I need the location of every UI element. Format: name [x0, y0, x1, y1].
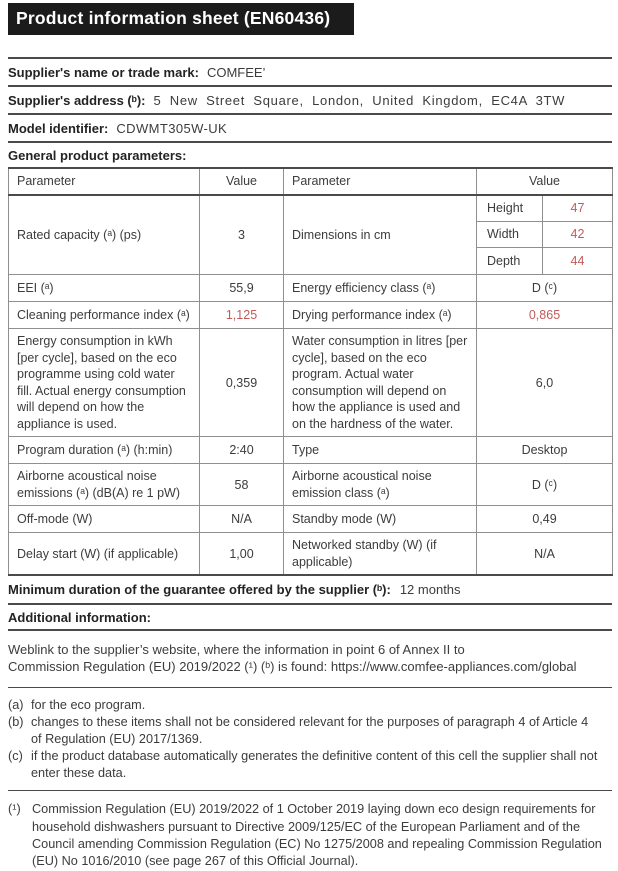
- table-header-row: [9, 168, 613, 195]
- program-duration-label: Program duration (ᵃ) (h:min): [9, 437, 200, 464]
- footnote-b: [8, 714, 612, 748]
- energy-consumption-value: 0,359: [200, 329, 284, 437]
- dimension-width-value: 42: [570, 227, 585, 242]
- supplier-address-row: [8, 87, 612, 115]
- dimensions-values: [477, 195, 613, 275]
- footnotes-section: [8, 688, 612, 791]
- regulation-footnote-marker: (¹): [8, 802, 21, 817]
- drying-performance-label: Drying performance index (ᵃ): [284, 302, 477, 329]
- supplier-name-row: [8, 59, 612, 87]
- model-identifier-label: Model identifier:: [8, 120, 109, 136]
- energy-efficiency-class-label: Energy efficiency class (ᵃ): [284, 275, 477, 302]
- table-row-offmode-standby: [9, 506, 613, 533]
- page-title: Product information sheet (EN60436): [8, 3, 354, 35]
- cleaning-performance-value: 1,125: [200, 302, 284, 329]
- table-row-duration-type: [9, 437, 613, 464]
- drying-performance-value: 0,865: [477, 302, 613, 329]
- standby-mode-value: 0,49: [477, 506, 613, 533]
- column-header-parameter-right: Parameter: [284, 168, 477, 195]
- water-consumption-label: Water consumption in litres [per cycle], based on the eco program. Actual water consumption will depend on how the appliance is used and on the hardness of the water.: [284, 329, 477, 437]
- dimension-depth-row: [477, 248, 612, 274]
- off-mode-label: Off-mode (W): [9, 506, 200, 533]
- energy-consumption-label: Energy consumption in kWh [per cycle], based on the eco programme using cold water fill. Actual energy consumption will depend on how the appliance is used.: [9, 329, 200, 437]
- dimension-height-row: [477, 196, 612, 222]
- standby-mode-label: Standby mode (W): [284, 506, 477, 533]
- table-row-eei-efficiency: [9, 275, 613, 302]
- table-row-consumption: [9, 329, 613, 437]
- delay-start-value: 1,00: [200, 533, 284, 576]
- column-header-value-right: Value: [477, 168, 613, 195]
- guarantee-label: Minimum duration of the guarantee offered by the supplier (ᵇ):: [8, 582, 391, 598]
- guarantee-value: 12 months: [399, 582, 461, 598]
- noise-emissions-value: 58: [200, 464, 284, 506]
- table-row-delay-networked: [9, 533, 613, 576]
- footnote-c-text: if the product database automatically generates the definitive content of this cell the supplier shall not enter these data.: [31, 748, 598, 780]
- rated-capacity-value: 3: [200, 195, 284, 275]
- footnote-c: [8, 748, 612, 782]
- dimension-depth-value: 44: [570, 253, 585, 268]
- dimension-height-label: Height: [477, 196, 543, 221]
- guarantee-row: [8, 576, 612, 605]
- regulation-footnote: [8, 791, 612, 870]
- footnote-b-marker: (b): [8, 715, 24, 730]
- dimension-depth-label: Depth: [477, 248, 543, 274]
- dimensions-label: Dimensions in cm: [284, 195, 477, 275]
- general-parameters-heading: General product parameters:: [8, 148, 187, 163]
- program-duration-value: 2:40: [200, 437, 284, 464]
- supplier-address-value: 5 New Street Square, London, United Kingdom, EC4A 3TW: [153, 92, 566, 108]
- cleaning-performance-label: Cleaning performance index (ᵃ): [9, 302, 200, 329]
- supplier-name-label: Supplier's name or trade mark:: [8, 64, 199, 80]
- weblink-paragraph: [8, 631, 612, 688]
- footnote-b-text: changes to these items shall not be considered relevant for the purposes of paragraph 4 of Article 4 of Regulation (EU) 2017/1369.: [31, 715, 589, 746]
- weblink-text-line2: Commission Regulation (EU) 2019/2022 (¹) (ᵇ) is found:: [8, 659, 328, 675]
- footnote-a: [8, 697, 612, 714]
- footnote-a-marker: (a): [8, 698, 24, 713]
- off-mode-value: N/A: [200, 506, 284, 533]
- general-parameters-table: [8, 167, 613, 576]
- supplier-address-label: Supplier's address (ᵇ):: [8, 92, 146, 108]
- regulation-footnote-row: [8, 801, 612, 870]
- noise-emissions-label: Airborne acoustical noise emissions (ᵃ) (dB(A) re 1 pW): [9, 464, 200, 506]
- noise-emission-class-value: D (ᶜ): [477, 464, 613, 506]
- noise-emission-class-label: Airborne acoustical noise emission class (ᵃ): [284, 464, 477, 506]
- table-row-performance-index: [9, 302, 613, 329]
- dimension-width-label: Width: [477, 222, 543, 247]
- type-label: Type: [284, 437, 477, 464]
- networked-standby-value: N/A: [477, 533, 613, 576]
- type-value: Desktop: [477, 437, 613, 464]
- energy-efficiency-class-value: D (ᶜ): [477, 275, 613, 302]
- eei-value: 55,9: [200, 275, 284, 302]
- footnote-a-text: for the eco program.: [31, 698, 146, 713]
- column-header-parameter-left: Parameter: [9, 168, 200, 195]
- dimension-width-row: [477, 222, 612, 248]
- supplier-info-section: [8, 57, 612, 143]
- dimension-height-value: 47: [570, 200, 585, 215]
- model-identifier-row: [8, 115, 612, 143]
- eei-label: EEI (ᵃ): [9, 275, 200, 302]
- regulation-footnote-text: Commission Regulation (EU) 2019/2022 of 1 October 2019 laying down eco design requirements for household dishwashers pursuant to Directive 2009/125/EC of the European Parliament and of the Council amending Commission Regulation (EC) No 1275/2008 and repealing Commission Regulation (EU) No 1016/2010 (see page 267 of this Official Journal).: [32, 802, 602, 869]
- footnote-c-marker: (c): [8, 748, 23, 763]
- additional-information-heading: Additional information:: [8, 605, 612, 631]
- rated-capacity-label: Rated capacity (ᵃ) (ps): [9, 195, 200, 275]
- table-row-capacity-dimensions: [9, 195, 613, 275]
- weblink-url: https://www.comfee-appliances.com/global: [330, 659, 577, 675]
- table-row-noise: [9, 464, 613, 506]
- networked-standby-label: Networked standby (W) (if applicable): [284, 533, 477, 576]
- water-consumption-value: 6,0: [477, 329, 613, 437]
- delay-start-label: Delay start (W) (if applicable): [9, 533, 200, 576]
- weblink-text-line1: Weblink to the supplier’s website, where the information in point 6 of Annex II to: [8, 642, 465, 658]
- supplier-name-value: COMFEE’: [206, 64, 266, 80]
- model-identifier-value: CDWMT305W-UK: [116, 120, 228, 136]
- column-header-value-left: Value: [200, 168, 284, 195]
